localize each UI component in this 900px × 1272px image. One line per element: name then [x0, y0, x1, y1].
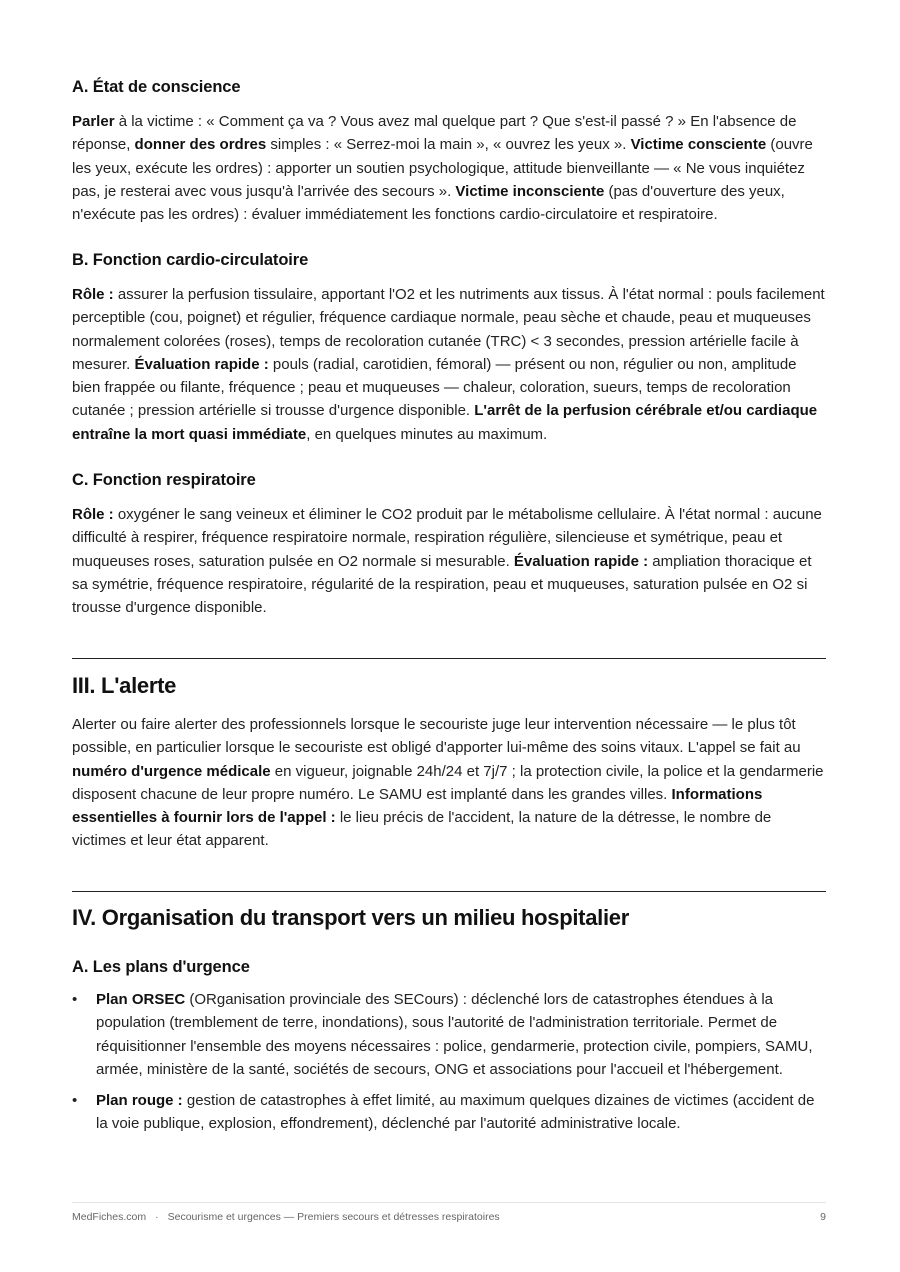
paragraph-alerte: Alerter ou faire alerter des professionnels lorsque le secouriste juge leur intervention nécessaire — le plus tôt possible, en particulier lorsque le secouriste est obligé d'apporter lui-même des soins vitaux. L'appel se fait au numéro d'urgence médicale en vigueur, joignable 24h/24 et 7j/7 ; la protection civile, la police et la gendarmerie disposent chacune de leur propre numéro. Le SAMU est implanté dans les grandes villes. Informations essentielles à fournir lors de l'appel : le lieu précis de l'accident, la nature de la détresse, le nombre de victimes et leur état apparent. [72, 716, 824, 850]
bullet-icon: • [72, 991, 78, 1008]
bold-term: Évaluation rapide : [134, 355, 269, 373]
bold-term: Plan rouge : [96, 1092, 183, 1110]
section-heading-etat-conscience: A. État de conscience [72, 78, 241, 96]
bold-term: Évaluation rapide : [513, 552, 649, 570]
bold-term: donner des ordres [134, 136, 267, 154]
list-item-text: Plan rouge : gestion de catastrophes à effet limité, au maximum quelques dizaines de victimes (accident de la voie publique, explosion, effondrement), déclenché par l'autorité administrative locale. [96, 1092, 815, 1133]
list-item [72, 988, 826, 1081]
paragraph-respiratoire: Rôle : oxygéner le sang veineux et éliminer le CO2 produit par le métabolisme cellulaire. À l'état normal : aucune difficulté à respirer, fréquence respiratoire normale, respiration régulière, silencieuse et symétrique, peau et muqueuses roses, saturation pulsée en O2 normale si mesurable. Évaluation rapide : ampliation thoracique et sa symétrie, fréquence respiratoire, régularité de la respiration, peau et muqueuses, saturation pulsée en O2 si trousse d'urgence disponible. [72, 506, 822, 617]
list-item-text: Plan ORSEC (ORganisation provinciale des SECours) : déclenché lors de catastrophes étendues à la population (tremblement de terre, inondations), sous l'autorité de l'administration territoriale. Permet de réquisitionner l'ensemble des moyens nécessaires : police, gendarmerie, protection civile, pompiers, SAMU, armée, ministère de la santé, sociétés de secours, ONG et associations pour l'accueil et l'hébergement. [96, 991, 813, 1078]
bullet-icon: • [72, 1092, 78, 1110]
footer-document-title: Secourisme et urgences — Premiers secours et détresses respiratoires [167, 1211, 500, 1223]
page-number: 9 [820, 1211, 826, 1223]
section-divider [72, 891, 826, 892]
section-heading-transport: IV. Organisation du transport vers un milieu hospitalier [72, 905, 629, 930]
bold-term: Informations essentielles à fournir lors de l'appel : [72, 785, 763, 827]
paragraph-etat-conscience: Parler à la victime : « Comment ça va ? Vous avez mal quelque part ? Que s'est-il passé ? » En l'absence de réponse, donner des ordres simples : « Serrez-moi la main », « ouvrez les yeux ». Victime consciente (ouvre les yeux, exécute les ordres) : apporter un soutien psychologique, attitude bienveillante — « Ne vous inquiétez pas, je resterai avec vous jusqu'à l'arrivée des secours ». Victime inconsciente (pas d'ouverture des yeux, n'exécute pas les ordres) : évaluer immédiatement les fonctions cardio-circulatoire et respiratoire. [72, 113, 813, 224]
page-footer [72, 1202, 826, 1223]
bold-term: Plan ORSEC [96, 991, 186, 1008]
bold-term: Victime inconsciente [455, 182, 605, 200]
bold-term: Parler [72, 113, 115, 130]
bold-term: Rôle : [72, 286, 114, 303]
bold-term: numéro d'urgence médicale [72, 762, 271, 780]
subsection-heading-plans-urgence: A. Les plans d'urgence [72, 958, 250, 976]
bold-term: L'arrêt de la perfusion cérébrale et/ou cardiaque entraîne la mort quasi immédiate [72, 402, 818, 443]
paragraph-cardio: Rôle : assurer la perfusion tissulaire, apportant l'O2 et les nutriments aux tissus. À l'état normal : pouls facilement perceptible (cou, poignet) et régulier, fréquence cardiaque normale, peau sèche et chaude, peau et muqueuses normalement colorées (roses), temps de recoloration cutanée (TRC) < 3 secondes, pression artérielle facile à mesurer. Évaluation rapide : pouls (radial, carotidien, fémoral) — présent ou non, régulier ou non, amplitude bien frappée ou filante, fréquence ; peau et muqueuses — chaleur, coloration, sueurs, temps de recoloration cutanée ; pression artérielle si trousse d'urgence disponible. L'arrêt de la perfusion cérébrale et/ou cardiaque entraîne la mort quasi immédiate, en quelques minutes au maximum. [72, 286, 825, 443]
section-heading-respiratoire: C. Fonction respiratoire [72, 471, 256, 489]
section-heading-alerte: III. L'alerte [72, 673, 177, 698]
section-divider [72, 658, 826, 659]
plans-urgence-list [72, 988, 826, 1136]
list-item [72, 1089, 826, 1136]
bold-term: Victime consciente [630, 136, 767, 154]
footer-site-link[interactable]: MedFiches.com [72, 1211, 147, 1223]
section-heading-cardio: B. Fonction cardio-circulatoire [72, 251, 309, 269]
footer-separator: · [155, 1211, 159, 1223]
bold-term: Rôle : [72, 506, 114, 523]
